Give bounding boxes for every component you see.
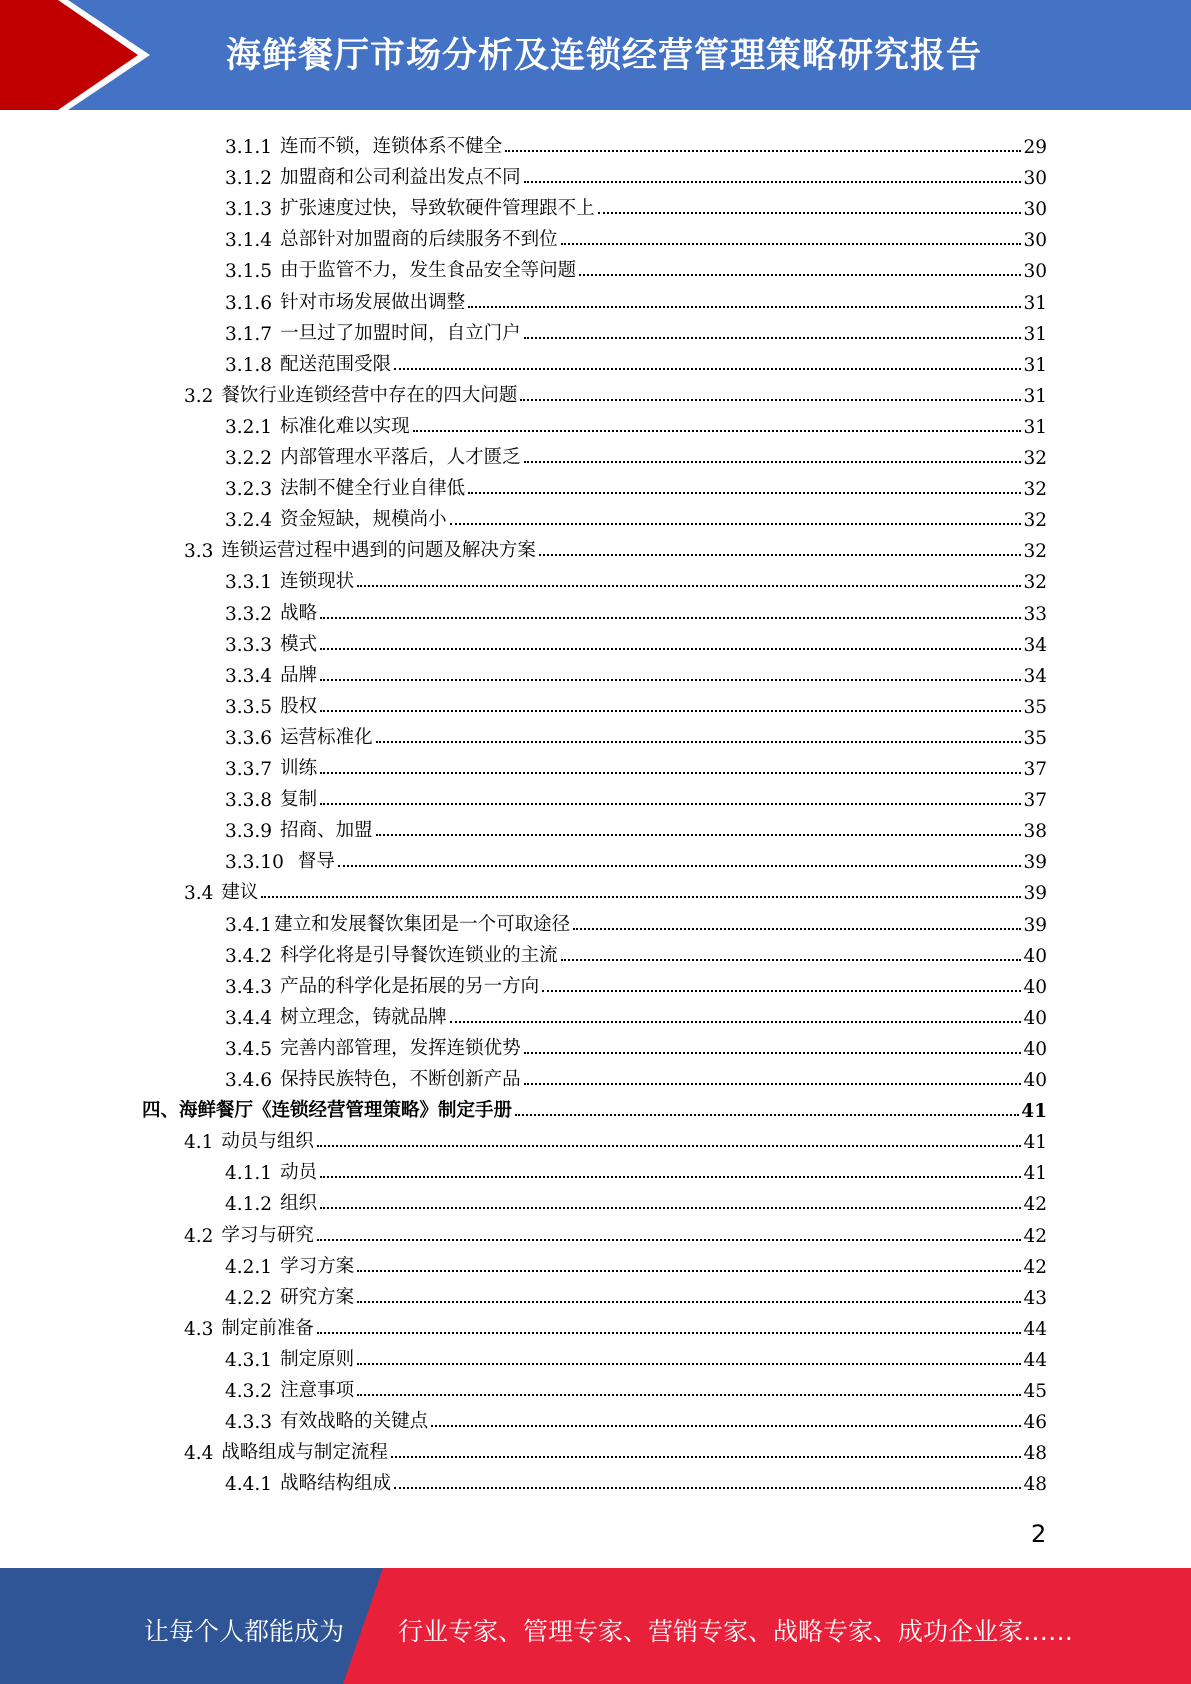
toc-dot-leader	[524, 1052, 1022, 1054]
toc-entry-title: 总部针对加盟商的后续服务不到位	[280, 229, 558, 251]
toc-entry-title: 督导	[297, 851, 335, 873]
toc-dot-leader	[357, 1363, 1021, 1365]
toc-entry-number: 3.4.1	[225, 914, 273, 936]
toc-dot-leader	[561, 959, 1022, 961]
toc-entry-title: 制定前准备	[221, 1317, 314, 1339]
toc-entry[interactable]	[225, 625, 1047, 656]
page-number: 2	[1031, 1520, 1047, 1548]
toc-entry-page: 42	[1023, 1194, 1047, 1216]
toc-entry-number: 3.1.3	[225, 199, 273, 221]
toc-entry-number: 4.3	[184, 1318, 214, 1340]
toc-entry-number: 3.3.2	[225, 603, 273, 625]
toc-entry-number: 3.4.2	[225, 945, 273, 967]
toc-entry[interactable]	[184, 1122, 1047, 1153]
toc-entry-page: 29	[1023, 137, 1047, 158]
toc-entry-page: 40	[1023, 1007, 1047, 1029]
toc-entry-page: 44	[1023, 1318, 1047, 1340]
toc-entry-page: 30	[1023, 199, 1047, 221]
toc-entry-title: 科学化将是引导餐饮连锁业的主流	[280, 944, 558, 966]
toc-dot-leader	[450, 1021, 1022, 1023]
toc-entry-title: 内部管理水平落后，人才匮乏	[280, 447, 521, 468]
toc-entry-page: 33	[1023, 603, 1047, 625]
toc-dot-leader	[320, 617, 1021, 619]
toc-dot-leader	[561, 243, 1022, 245]
toc-entry[interactable]	[225, 1153, 1047, 1184]
footer-slogan: 让每个人都能成为	[144, 1617, 345, 1646]
toc-entry-page: 38	[1023, 821, 1047, 843]
toc-entry-page: 32	[1023, 448, 1047, 469]
toc-dot-leader	[357, 585, 1021, 587]
toc-entry[interactable]	[225, 220, 1047, 251]
toc-entry-number: 3.1.8	[225, 354, 273, 376]
toc-entry-title: 模式	[280, 633, 318, 655]
toc-dot-leader	[394, 368, 1021, 370]
toc-entry[interactable]	[225, 1029, 1047, 1060]
toc-entry[interactable]	[225, 1340, 1047, 1371]
toc-entry-page: 30	[1023, 168, 1047, 190]
toc-dot-leader	[320, 1207, 1021, 1209]
toc-entry-page: 41	[1023, 1163, 1047, 1185]
toc-entry[interactable]	[184, 1433, 1047, 1464]
toc-entry-number: 3.3.6	[225, 727, 273, 749]
toc-entry-number: 3.3.7	[225, 759, 273, 780]
toc-entry-page: 43	[1023, 1287, 1047, 1309]
toc-entry-page: 32	[1023, 510, 1047, 532]
toc-entry-number: 3.2.4	[225, 510, 273, 532]
toc-entry[interactable]	[225, 1371, 1047, 1402]
toc-dot-leader	[468, 492, 1021, 494]
toc-entry-title: 连而不锁，连锁体系不健全	[280, 136, 503, 157]
toc-entry-title: 战略组成与制定流程	[221, 1442, 388, 1464]
toc-entry-page: 31	[1023, 354, 1047, 376]
toc-dot-leader	[320, 710, 1021, 712]
toc-entry-title: 树立理念，铸就品牌	[280, 1006, 447, 1028]
footer-tagline: 行业专家、管理专家、营销专家、战略专家、成功企业家……	[398, 1617, 1074, 1646]
toc-entry-number: 3.4.4	[225, 1007, 273, 1029]
toc-entry-number: 3.1.5	[225, 261, 273, 283]
toc-dot-leader	[524, 461, 1022, 463]
toc-dot-leader	[394, 1487, 1021, 1489]
toc-dot-leader	[317, 1332, 1022, 1334]
toc-dot-leader	[520, 399, 1021, 401]
toc-entry[interactable]	[184, 376, 1047, 407]
toc-entry[interactable]	[225, 1184, 1047, 1215]
toc-entry-title: 标准化难以实现	[280, 415, 410, 437]
toc-entry-number: 3.3.5	[225, 696, 273, 718]
toc-entry-page: 48	[1023, 1443, 1047, 1465]
toc-dot-leader	[357, 1301, 1021, 1303]
toc-dot-leader	[317, 1239, 1022, 1241]
toc-entry-title: 法制不健全行业自律低	[280, 478, 466, 500]
toc-entry[interactable]	[225, 656, 1047, 687]
toc-entry-page: 37	[1023, 790, 1047, 812]
toc-entry-page: 40	[1023, 976, 1047, 998]
toc-entry-number: 3.1.2	[225, 168, 273, 190]
toc-entry-title: 配送范围受限	[280, 353, 392, 375]
toc-entry[interactable]	[225, 1402, 1047, 1433]
toc-entry-page: 30	[1023, 261, 1047, 283]
toc-dot-leader	[505, 150, 1021, 152]
toc-entry-title: 复制	[280, 789, 318, 811]
toc-entry-number: 3.3.3	[225, 634, 273, 656]
toc-entry[interactable]	[225, 189, 1047, 220]
toc-entry-page: 31	[1023, 323, 1047, 345]
toc-entry[interactable]	[225, 158, 1047, 189]
toc-entry-page: 40	[1023, 945, 1047, 967]
toc-entry-page: 34	[1023, 634, 1047, 656]
toc-entry[interactable]	[225, 718, 1047, 749]
toc-entry[interactable]	[225, 1060, 1047, 1091]
toc-entry[interactable]	[225, 905, 1047, 936]
toc-entry-number: 3.3.10	[225, 852, 284, 874]
toc-entry-number: 4.3.2	[225, 1381, 273, 1402]
toc-entry-page: 39	[1023, 914, 1047, 936]
toc-dot-leader	[539, 554, 1022, 556]
toc-entry-number: 3.2.2	[225, 448, 273, 469]
toc-entry-page: 39	[1023, 852, 1047, 874]
toc-dot-leader	[579, 274, 1021, 276]
toc-dot-leader	[391, 1456, 1022, 1458]
toc-entry-title: 建议	[221, 882, 259, 904]
toc-entry[interactable]	[225, 1247, 1047, 1278]
toc-entry-title: 学习与研究	[221, 1224, 314, 1246]
toc-entry-title: 海鲜餐厅《连锁经营管理策略》制定手册	[179, 1100, 513, 1122]
toc-entry-number: 四、	[142, 1100, 180, 1122]
toc-entry-page: 42	[1023, 1225, 1047, 1247]
toc-dot-leader	[320, 1176, 1021, 1178]
toc-entry[interactable]	[225, 1278, 1047, 1309]
header-arrow-decoration	[0, 0, 160, 110]
toc-entry-page: 32	[1023, 541, 1047, 563]
toc-entry-page: 34	[1023, 665, 1047, 687]
toc-entry-title: 组织	[280, 1193, 318, 1215]
toc-entry-page: 46	[1023, 1412, 1047, 1434]
toc-entry-number: 3.3.8	[225, 790, 273, 812]
toc-entry-number: 3.4.3	[225, 976, 273, 998]
toc-entry-title: 扩张速度过快，导致软硬件管理跟不上	[280, 198, 595, 220]
toc-entry-number: 3.2.3	[225, 479, 273, 501]
toc-entry[interactable]	[225, 500, 1047, 531]
page-header	[0, 0, 1191, 110]
toc-entry-title: 由于监管不力，发生食品安全等问题	[280, 260, 577, 282]
toc-entry-title: 品牌	[280, 664, 318, 686]
toc-entry[interactable]	[184, 531, 1047, 562]
toc-entry-page: 42	[1023, 1256, 1047, 1278]
toc-entry-title: 运营标准化	[280, 726, 373, 748]
toc-entry-page: 30	[1023, 230, 1047, 252]
toc-entry-number: 4.4.1	[225, 1474, 273, 1496]
toc-entry-number: 4.1.2	[225, 1194, 273, 1216]
toc-entry-title: 完善内部管理，发挥连锁优势	[280, 1037, 521, 1059]
toc-entry-number: 3.1.6	[225, 292, 273, 314]
toc-entry[interactable]	[225, 749, 1047, 780]
toc-entry-title: 战略	[280, 602, 318, 624]
toc-dot-leader	[542, 990, 1021, 992]
toc-entry-title: 动员	[280, 1162, 318, 1184]
toc-entry-number: 3.1.7	[225, 323, 273, 345]
toc-dot-leader	[376, 834, 1022, 836]
toc-entry-title: 建立和发展餐饮集团是一个可取途径	[274, 913, 571, 935]
toc-entry-page: 31	[1023, 385, 1047, 407]
toc-dot-leader	[468, 306, 1021, 308]
toc-entry[interactable]	[225, 811, 1047, 842]
toc-entry-title: 产品的科学化是拓展的另一方向	[280, 975, 540, 997]
toc-entry[interactable]	[225, 1464, 1047, 1495]
toc-entry-number: 4.1.1	[225, 1163, 273, 1185]
toc-dot-leader	[317, 1145, 1022, 1147]
toc-entry-number: 3.4.5	[225, 1038, 273, 1060]
toc-entry[interactable]	[225, 780, 1047, 811]
toc-entry-title: 一旦过了加盟时间，自立门户	[280, 322, 521, 344]
toc-entry-number: 4.4	[184, 1443, 214, 1465]
toc-entry[interactable]	[184, 1309, 1047, 1340]
toc-entry-title: 学习方案	[280, 1255, 355, 1277]
toc-dot-leader	[338, 865, 1022, 867]
toc-dot-leader	[413, 430, 1022, 432]
toc-dot-leader	[450, 523, 1022, 525]
toc-dot-leader	[376, 741, 1022, 743]
toc-entry-number: 3.3.4	[225, 665, 273, 687]
toc-entry-title: 连锁运营过程中遇到的问题及解决方案	[221, 540, 536, 562]
toc-entry-page: 44	[1023, 1349, 1047, 1371]
toc-entry-number: 3.3	[184, 541, 214, 563]
toc-entry-number: 3.4	[184, 883, 214, 905]
toc-entry-number: 4.1	[184, 1132, 214, 1154]
toc-entry[interactable]	[225, 998, 1047, 1029]
toc-entry-page: 45	[1023, 1381, 1047, 1402]
toc-entry-number: 3.3.1	[225, 572, 273, 594]
toc-entry-number: 3.1.1	[225, 137, 273, 158]
toc-entry[interactable]	[142, 1091, 1047, 1122]
toc-entry-title: 连锁现状	[280, 571, 355, 593]
toc-entry[interactable]	[225, 936, 1047, 967]
toc-entry-number: 3.1.4	[225, 230, 273, 252]
toc-entry[interactable]	[225, 967, 1047, 998]
toc-entry-title: 战略结构组成	[280, 1473, 392, 1495]
toc-entry-title: 有效战略的关键点	[280, 1411, 429, 1433]
toc-entry-title: 资金短缺，规模尚小	[280, 509, 447, 531]
toc-entry-page: 40	[1023, 1070, 1047, 1091]
toc-dot-leader	[320, 648, 1021, 650]
toc-dot-leader	[515, 1114, 1019, 1116]
toc-entry[interactable]	[225, 283, 1047, 314]
toc-dot-leader	[320, 772, 1021, 774]
toc-entry[interactable]	[225, 251, 1047, 282]
toc-dot-leader	[431, 1425, 1021, 1427]
toc-entry-title: 保持民族特色，不断创新产品	[280, 1069, 521, 1090]
toc-entry-title: 注意事项	[280, 1380, 355, 1401]
toc-entry-page: 32	[1023, 572, 1047, 594]
toc-entry-page: 35	[1023, 727, 1047, 749]
toc-entry-title: 股权	[280, 695, 318, 717]
toc-entry-page: 41	[1021, 1101, 1047, 1123]
toc-entry-page: 41	[1023, 1132, 1047, 1154]
toc-entry-page: 32	[1023, 479, 1047, 501]
toc-entry-page: 31	[1023, 416, 1047, 438]
toc-dot-leader	[524, 337, 1022, 339]
toc-entry-number: 3.3.9	[225, 821, 273, 843]
toc-entry-page: 40	[1023, 1038, 1047, 1060]
toc-entry-title: 餐饮行业连锁经营中存在的四大问题	[221, 384, 518, 406]
toc-dot-leader	[524, 1083, 1022, 1085]
toc-entry[interactable]	[225, 345, 1047, 376]
toc-entry-number: 3.4.6	[225, 1070, 273, 1091]
toc-entry[interactable]	[225, 687, 1047, 718]
toc-entry-number: 4.2.1	[225, 1256, 273, 1278]
toc-entry-title: 制定原则	[280, 1348, 355, 1370]
toc-dot-leader	[598, 212, 1022, 214]
toc-dot-leader	[261, 896, 1021, 898]
toc-entry-title: 针对市场发展做出调整	[280, 291, 466, 313]
toc-entry-title: 动员与组织	[221, 1131, 314, 1153]
toc-entry[interactable]	[225, 842, 1047, 873]
toc-dot-leader	[320, 803, 1021, 805]
toc-dot-leader	[524, 181, 1022, 183]
toc-dot-leader	[357, 1270, 1021, 1272]
toc-entry-page: 48	[1023, 1474, 1047, 1496]
toc-entry-number: 4.3.1	[225, 1349, 273, 1371]
toc-entry[interactable]	[225, 438, 1047, 469]
toc-dot-leader	[320, 679, 1021, 681]
toc-entry-title: 加盟商和公司利益出发点不同	[280, 167, 521, 189]
toc-entry-page: 39	[1023, 883, 1047, 905]
toc-entry-page: 35	[1023, 696, 1047, 718]
toc-dot-leader	[573, 928, 1021, 930]
toc-entry[interactable]	[225, 127, 1047, 158]
toc-entry-title: 研究方案	[280, 1286, 355, 1308]
toc-entry-number: 4.2	[184, 1225, 214, 1247]
toc-entry-page: 37	[1023, 759, 1047, 780]
toc-entry[interactable]	[225, 407, 1047, 438]
toc-entry[interactable]	[225, 469, 1047, 500]
toc-entry[interactable]	[225, 562, 1047, 593]
toc-entry-title: 招商、加盟	[280, 820, 373, 842]
page-footer	[0, 1568, 1191, 1684]
toc-entry-number: 3.2.1	[225, 416, 273, 438]
toc-entry-number: 4.3.3	[225, 1412, 273, 1434]
toc-entry[interactable]	[225, 314, 1047, 345]
toc-entry[interactable]	[184, 873, 1047, 904]
toc-entry[interactable]	[225, 594, 1047, 625]
toc-entry-number: 3.2	[184, 385, 214, 407]
toc-dot-leader	[357, 1394, 1021, 1396]
toc-entry-page: 31	[1023, 292, 1047, 314]
toc-entry-number: 4.2.2	[225, 1287, 273, 1309]
document-title: 海鲜餐厅市场分析及连锁经营管理策略研究报告	[226, 36, 983, 76]
toc-entry[interactable]	[184, 1216, 1047, 1247]
toc-entry-title: 训练	[280, 758, 318, 779]
